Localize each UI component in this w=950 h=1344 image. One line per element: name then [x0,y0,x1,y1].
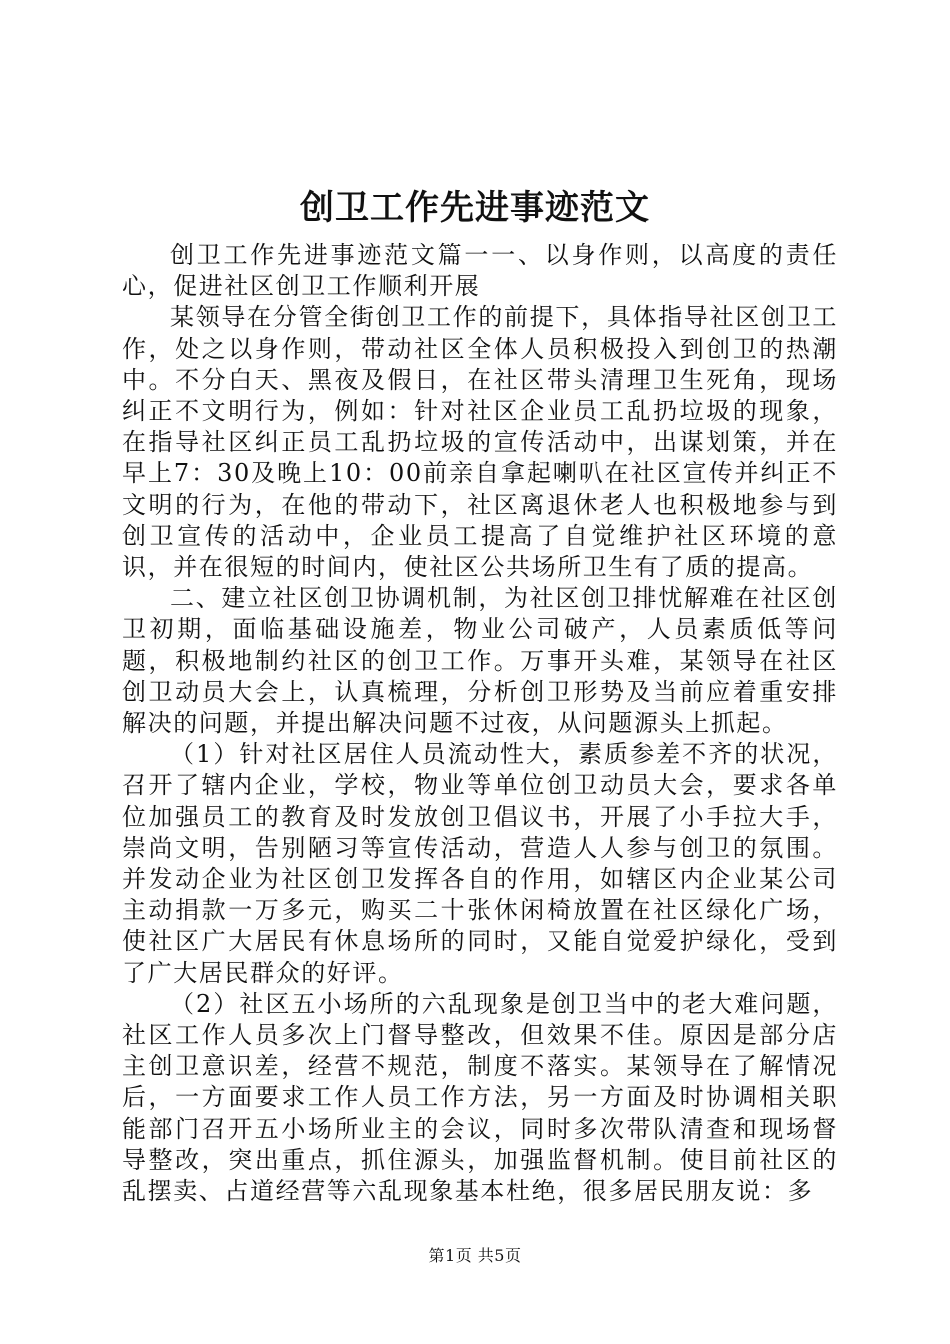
document-title: 创卫工作先进事迹范文 [300,188,650,228]
paragraph-item-2: （2）社区五小场所的六乱现象是创卫当中的老大难问题，社区工作人员多次上门督导整改，但效果不佳。原因是部分店主创卫意识差，经营不规范，制度不落实。某领导在了解情况后，一方面要求工作人员工作方法，另一方面及时协调相关职能部门召开五小场所业主的会议，同时多次带队清查和现场督导整改，突出重点，抓住源头，加强监督机制。使目前社区的乱摆卖、占道经营等六乱现象基本杜绝，很多居民朋友说：多 [122,989,838,1206]
paragraph-intro: 创卫工作先进事迹范文篇一一、以身作则，以高度的责任心，促进社区创卫工作顺利开展 [122,241,838,301]
document-body [122,240,838,1207]
paragraph-coordination: 二、建立社区创卫协调机制，为社区创卫排忧解难在社区创卫初期，面临基础设施差，物业公司破产，人员素质低等问题，积极地制约社区的创卫工作。万事开头难，某领导在社区创卫动员大会上，认真梳理，分析创卫形势及当前应着重安排解决的问题，并提出解决问题不过夜，从问题源头上抓起。 [122,584,838,738]
page-footer: 第1页 共5页 [428,1246,522,1265]
paragraph-item-1: （1）针对社区居住人员流动性大，素质参差不齐的状况，召开了辖内企业，学校，物业等单位创卫动员大会，要求各单位加强员工的教育及时发放创卫倡议书，开展了小手拉大手，崇尚文明，告别陋习等宣传活动，营造人人参与创卫的氛围。并发动企业为社区创卫发挥各自的作用，如辖区内企业某公司主动捐款一万多元，购买二十张休闲椅放置在社区绿化广场，使社区广大居民有休息场所的同时，又能自觉爱护绿化，受到了广大居民群众的好评。 [122,740,838,987]
paragraph-leadership: 某领导在分管全街创卫工作的前提下，具体指导社区创卫工作，处之以身作则，带动社区全体人员积极投入到创卫的热潮中。不分白天、黑夜及假日，在社区带头清理卫生死角，现场纠正不文明行为，例如：针对社区企业员工乱扔垃圾的现象，在指导社区纠正员工乱扔垃圾的宣传活动中，出谋划策，并在早上7：30及晚上10：00前亲自拿起喇叭在社区宣传并纠正不文明的行为，在他的带动下，社区离退休老人也积极地参与到创卫宣传的活动中，企业员工提高了自觉维护社区环境的意识，并在很短的时间内，使社区公共场所卫生有了质的提高。 [122,303,838,582]
